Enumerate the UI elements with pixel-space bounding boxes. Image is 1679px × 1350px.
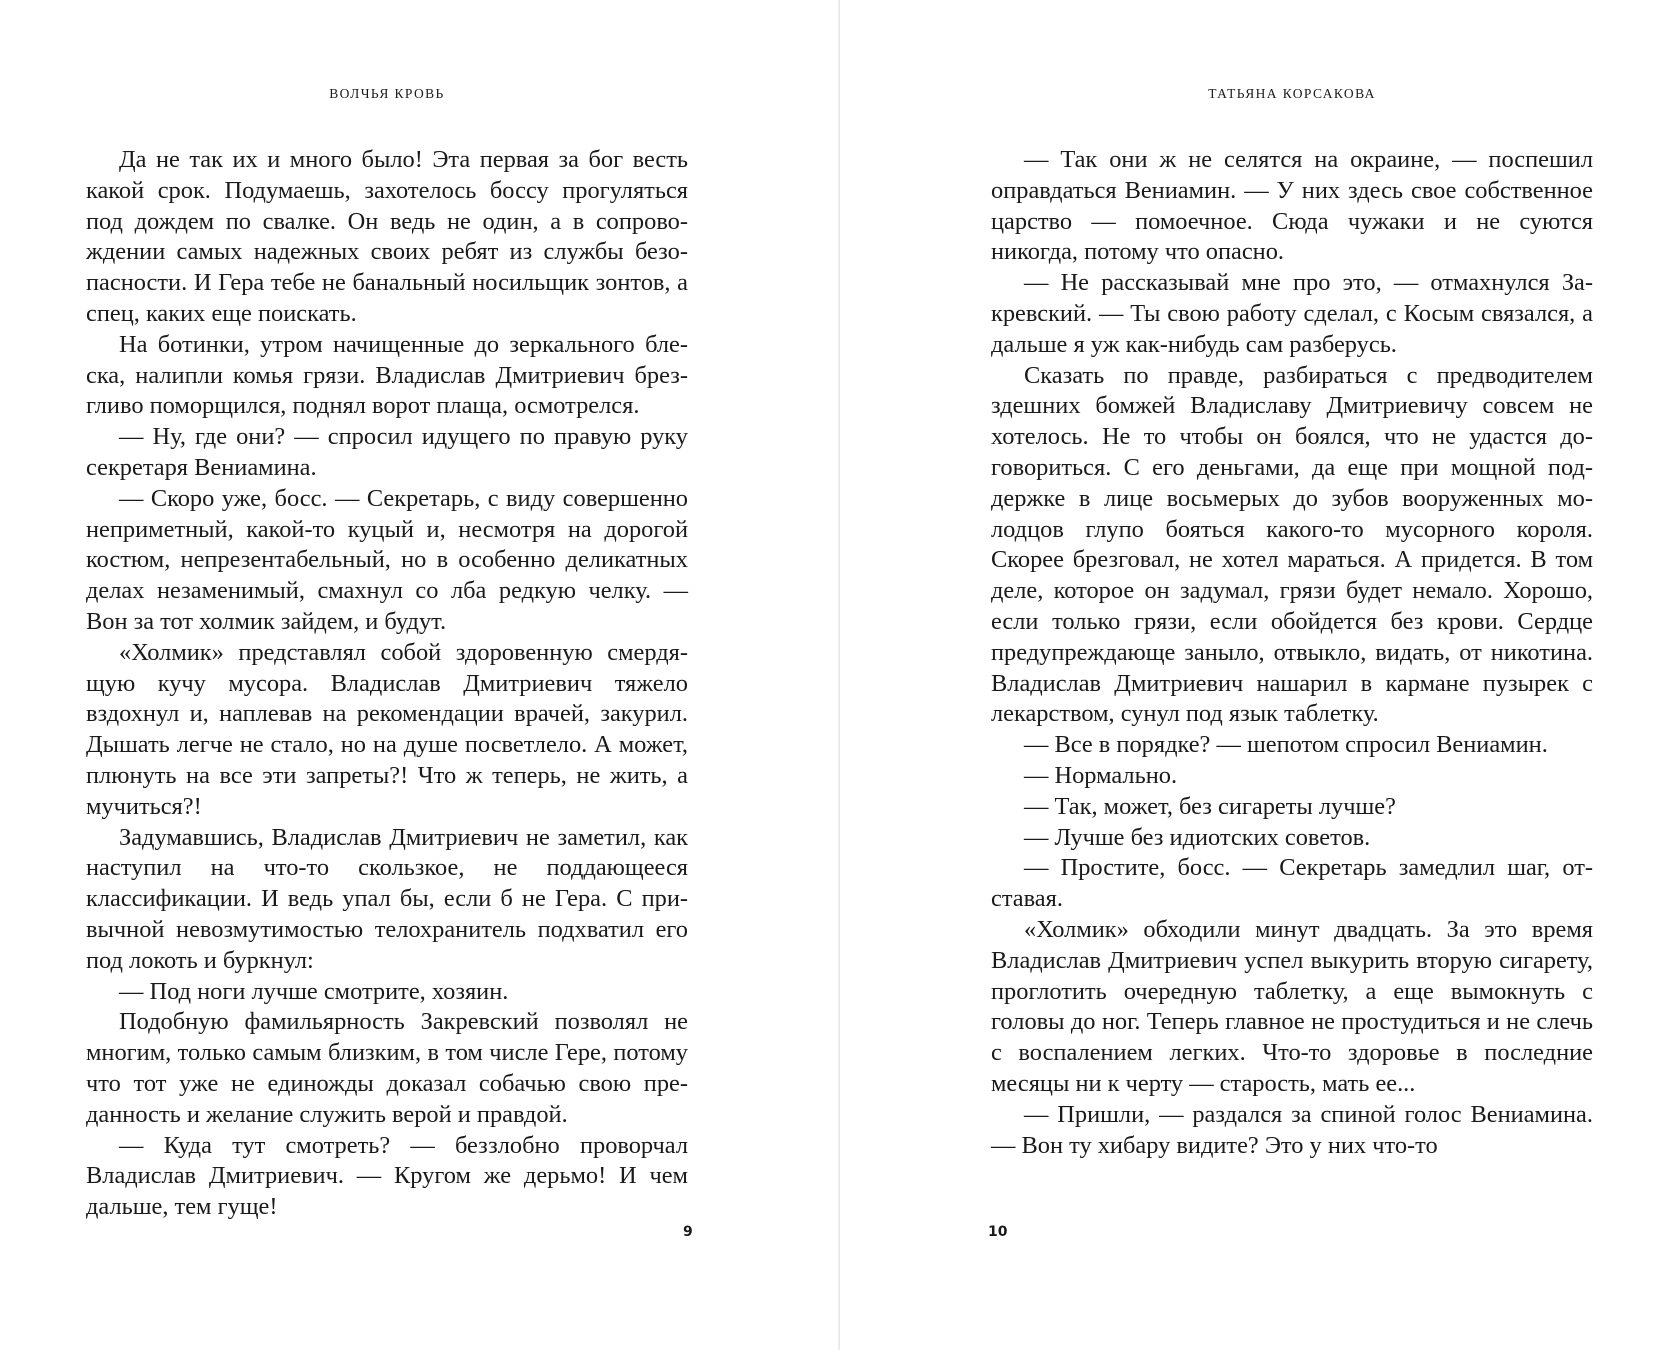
page-number: 10 <box>988 1224 1008 1240</box>
paragraph: — Простите, босс. — Секретарь замедлил шаг, отставая. <box>991 854 1593 913</box>
paragraph: — Ну, где они? — спросил идущего по правую руку секретаря Вениамина. <box>86 423 688 481</box>
paragraph: — Нормально. <box>1024 761 1178 789</box>
right-page <box>840 0 1679 1350</box>
running-head-author: ТАТЬЯНА КОРСАКОВА <box>1208 86 1376 101</box>
right-body-text <box>991 145 1593 1161</box>
paragraph: Подобную фамильярность Закревский позволял не многим, только самым близким, в том числе Гере, потому что тот уже не единожды доказал собачью свою преданность и желание служить верой и правдой. <box>86 1008 688 1128</box>
paragraph: — Не рассказывай мне про это, — отмахнулся Закревский. — Ты свою работу сделал, с Косым связался, а дальше я уж как-нибудь сам разберусь. <box>991 269 1593 358</box>
left-body-text <box>86 145 688 1223</box>
paragraph: Да не так их и много было! Эта первая за бог весть какой срок. Подумаешь, захотелось боссу прогуляться под дождем по свалке. Он ведь не один, а в сопровождении самых надежных своих ребят из службы безопасности. И Гера тебе не банальный носильщик зонтов, а спец, каких еще поискать. <box>86 146 688 327</box>
paragraph: — Так, может, без сигареты лучше? <box>1024 792 1396 820</box>
paragraph: — Скоро уже, босс. — Секретарь, с виду совершенно неприметный, какой-то куцый и, несмотря на дорогой костюм, непрезентабельный, но в особенно деликатных делах незаменимый, смахнул со лба редкую челку. — Вон за тот холмик зайдем, и будут. <box>86 484 688 635</box>
paragraph: — Так они ж не селятся на окраине, — поспешил оправдаться Вениамин. — У них здесь свое собственное царство — помоечное. Сюда чужаки и не суются никогда, потому что опасно. <box>991 146 1593 266</box>
page-number: 9 <box>683 1224 693 1240</box>
paragraph: — Куда тут смотреть? — беззлобно проворчал Владислав Дмитриевич. — Кругом же дерьмо! И чем дальше, тем гуще! <box>86 1131 688 1221</box>
paragraph: «Холмик» обходили минут двадцать. За это время Владислав Дмитриевич успел выкурить вторую сигарету, проглотить очередную таблетку, а еще вымокнуть с головы до ног. Теперь главное не простудиться и не слечь с воспалением легких. Что-то здоровье в последние месяцы ни к черту — старость, мать ее... <box>991 915 1593 1097</box>
paragraph: — Лучше без идиотских советов. <box>1024 823 1371 851</box>
paragraph: Задумавшись, Владислав Дмитриевич не заметил, как наступил на что-то скользкое, не поддающееся классификации. И ведь упал бы, если б не Гера. С привычной невозмутимостью телохранитель подхватил его под локоть и буркнул: <box>86 823 688 974</box>
paragraph: — Пришли, — раздался за спиной голос Вениамина. — Вон ту хибару видите? Это у них что-то <box>991 1100 1593 1159</box>
paragraph: — Все в порядке? — шепотом спросил Вениамин. <box>1024 731 1548 759</box>
paragraph: «Холмик» представлял собой здоровенную смердящую кучу мусора. Владислав Дмитриевич тяжело вздохнул и, наплевав на рекомендации врачей, закурил. Дышать легче не стало, но на душе посветлело. А может, плюнуть на все эти запреты?! Что ж теперь, не жить, а мучиться?! <box>86 638 688 820</box>
paragraph: На ботинки, утром начищенные до зеркального блеска, налипли комья грязи. Владислав Дмитриевич брезгливо поморщился, поднял ворот плаща, осмотрелся. <box>86 330 688 420</box>
left-page <box>0 0 839 1350</box>
paragraph: Сказать по правде, разбираться с предводителем здешних бомжей Владиславу Дмитриевичу совсем не хотелось. Не то чтобы он боялся, что не удастся договориться. С его деньгами, да еще при мощной поддержке в лице восьмерых до зубов вооруженных молодцов глупо бояться какого-то мусорного короля. Скорее брезговал, не хотел мараться. А придется. В том деле, которое он задумал, грязи будет немало. Хорошо, если только грязи, если обойдется без крови. Сердце предупреждающе заныло, отвыкло, видать, от никотина. Владислав Дмитриевич нашарил в кармане пузырек с лекарством, сунул под язык таблетку. <box>991 361 1593 728</box>
running-head-book-title: ВОЛЧЬЯ КРОВЬ <box>329 86 445 101</box>
paragraph: — Под ноги лучше смотрите, хозяин. <box>119 977 509 1005</box>
